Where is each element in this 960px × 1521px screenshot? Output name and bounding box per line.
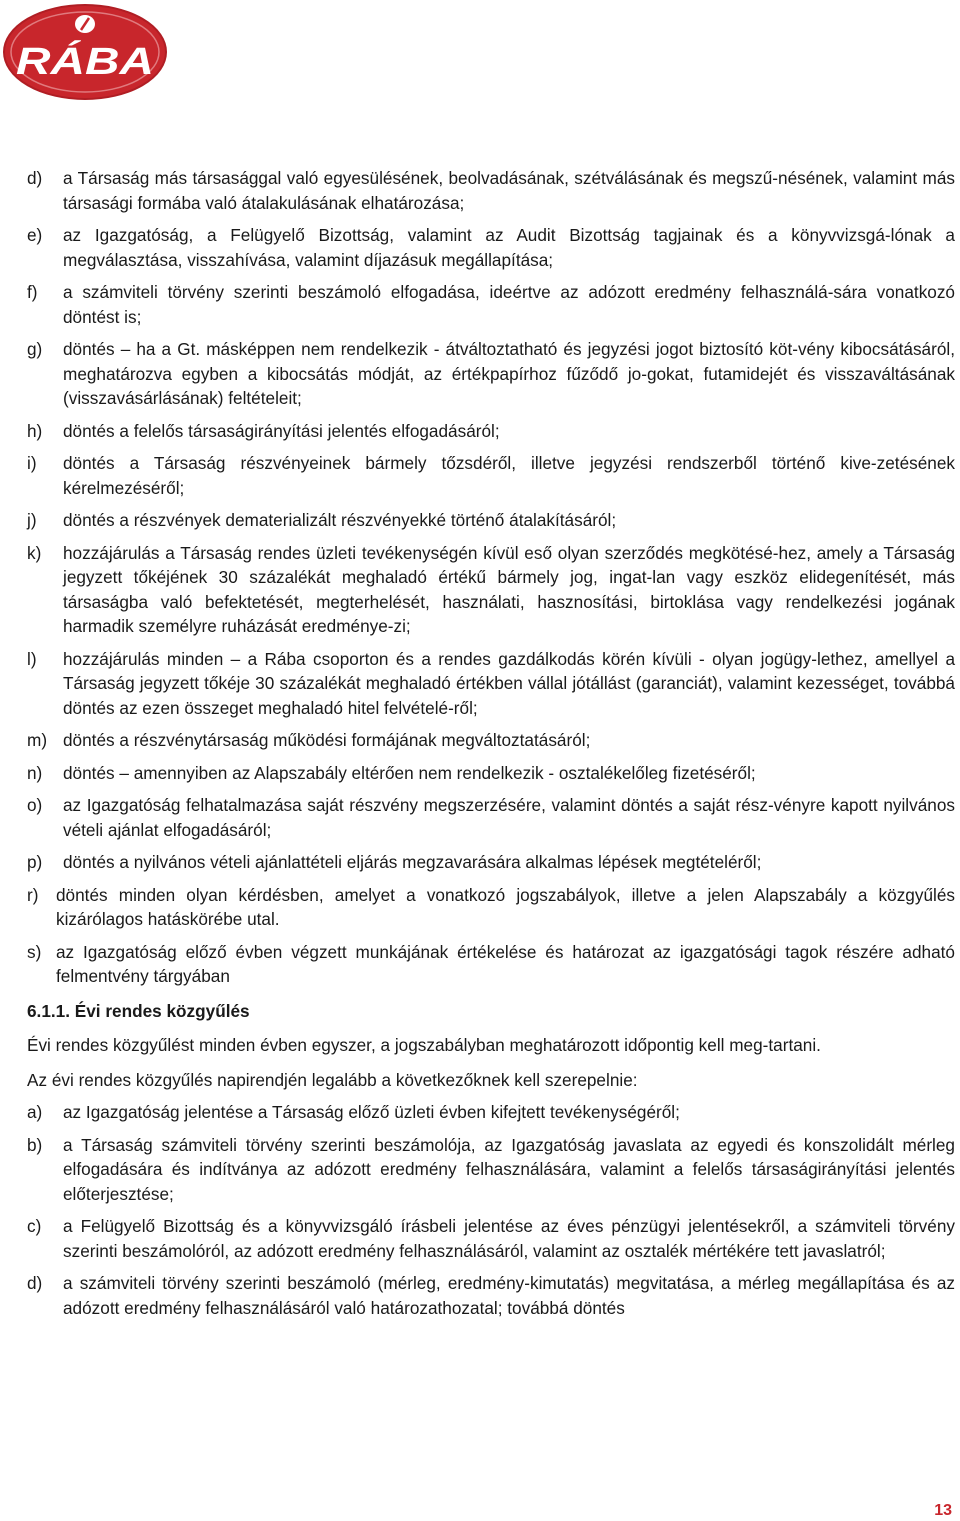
list-item <box>27 1100 955 1125</box>
list-item-text: a számviteli törvény szerinti beszámoló elfogadása, ideértve az adózott eredmény felhasználá-sára vonatkozó döntést is; <box>63 282 955 327</box>
list-item <box>27 166 955 215</box>
list-item <box>27 223 955 272</box>
list-item <box>27 1214 955 1263</box>
list-item-text: döntés a részvények dematerializált részvényekké történő átalakításáról; <box>63 510 617 530</box>
list-item <box>27 337 955 411</box>
list-item-label: l) <box>27 648 37 669</box>
list-item-label: s) <box>27 941 42 962</box>
list-item-label: d) <box>27 168 43 188</box>
list-item-text: az Igazgatóság jelentése a Társaság előző üzleti évben kifejtett tevékenységéről; <box>63 1102 680 1122</box>
list-item <box>27 940 955 989</box>
list-item-label: f) <box>27 282 38 302</box>
list-item <box>27 451 955 500</box>
document-body <box>27 166 955 1320</box>
list-item-text: a Felügyelő Bizottság és a könyvvizsgáló írásbeli jelentése az éves pénzügyi jelentésekről, a számviteli törvény szerinti beszámolóról, az adózott eredmény felhasználásáról, valamint az osztalék mértékére tett javaslatról; <box>63 1216 955 1261</box>
list-item <box>27 761 955 786</box>
list-item-text: hozzájárulás minden – a Rába csoporton és a rendes gazdálkodás körén kívüli - olyan jogügy-lethez, amellyel a Társaság jegyzett tőkéje 30 százalékát meghaladó értékben vállal jótállást (garanciát), valamint kezességet, továbbá döntés az ezen összeget meghaladó hitel felvételé-ről; <box>63 648 955 718</box>
agenda-list <box>27 1100 955 1320</box>
list-item-text: az Igazgatóság, a Felügyelő Bizottság, valamint az Audit Bizottság tagjainak és a könyvvizsgá-lónak a megválasztása, visszahívása, valamint díjazásuk megállapítása; <box>63 225 955 270</box>
list-item-text: az Igazgatóság előző évben végzett munkájának értékelése és határozat az igazgatósági tagok részére adható felmentvény tárgyában <box>56 941 955 986</box>
list-item-text: döntés a nyilvános vételi ajánlattételi eljárás megzavarására alkalmas lépések megtételéről; <box>63 852 762 872</box>
list-item-label: n) <box>27 762 43 783</box>
list-item <box>27 647 955 721</box>
list-item <box>27 883 955 932</box>
list-item <box>27 1271 955 1320</box>
logo-text: RÁBA <box>16 41 126 83</box>
raba-logo <box>2 2 168 102</box>
list-item <box>27 419 955 444</box>
list-item-label: k) <box>27 542 42 563</box>
list-item-label: g) <box>27 339 43 359</box>
list-item-label: j) <box>27 510 37 530</box>
list-item-text: döntés minden olyan kérdésben, amelyet a vonatkozó jogszabályok, illetve a jelen Alapszabály a közgyűlés kizárólagos hatáskörébe utal. <box>56 884 955 929</box>
list-item-text: döntés – ha a Gt. másképpen nem rendelkezik - átváltoztatható és jegyzési jogot biztosító köt-vény kibocsátásáról, meghatározva egyben a kibocsátás módját, az értékpapírhoz fűződő jo-gokat, futamidejét és visszaváltásának (visszavásárlásának) feltételeit; <box>63 339 955 408</box>
powers-list <box>27 166 955 989</box>
list-item-text: döntés a felelős társaságirányítási jelentés elfogadásáról; <box>63 420 500 441</box>
list-item <box>27 1133 955 1207</box>
list-item-text: hozzájárulás a Társaság rendes üzleti tevékenységén kívül eső olyan szerződés megkötésé-hez, amely a Társaság jegyzett tőkéjének 30 százalékát meghaladó értékű bármely jog, ingat-lan vagy eszköz elidegenítését, más társaságba való befektetését, megterhelését, használati, hasznosítási, birtoklása vagy rendelkezési jogának harmadik személyre ruházását eredménye-zi; <box>63 542 955 636</box>
list-item-label: p) <box>27 852 43 872</box>
list-item-text: döntés a Társaság részvényeinek bármely tőzsdéről, illetve jegyzési rendszerből történő kive-zetésének kérelmezéséről; <box>63 453 955 498</box>
section-paragraph: Évi rendes közgyűlést minden évben egyszer, a jogszabályban meghatározott időpontig kell meg-tartani. <box>27 1035 821 1055</box>
list-item-text: az Igazgatóság felhatalmazása saját részvény megszerzésére, valamint döntés a saját rész-vényre kapott nyilvános vételi ajánlat elfogadásáról; <box>63 795 955 840</box>
list-item-label: m) <box>27 730 48 750</box>
page-number: 13 <box>934 1502 952 1519</box>
list-item-label: d) <box>27 1273 43 1293</box>
list-item-label: c) <box>27 1216 42 1236</box>
list-item-text: a Társaság más társasággal való egyesülésének, beolvadásának, szétválásának és megszű-nésének, valamint más társasági formába való átalakulásának elhatározása; <box>63 168 955 213</box>
list-item-label: h) <box>27 420 43 441</box>
list-item-label: o) <box>27 795 43 815</box>
list-item-text: döntés – amennyiben az Alapszabály eltérően nem rendelkezik - osztalékelőleg fizetéséről; <box>63 762 756 783</box>
list-item <box>27 850 955 875</box>
list-item-label: r) <box>27 884 39 905</box>
list-item-text: a Társaság számviteli törvény szerinti beszámolója, az Igazgatóság javaslata az egyedi és konszolidált mérleg elfogadására és indítványa az adózott eredmény felhasználására, valamint a felelős társaságirányítási jelentés előterjesztése; <box>63 1134 955 1204</box>
section-heading: 6.1.1. Évi rendes közgyűlés <box>27 1000 250 1021</box>
list-item-label: b) <box>27 1134 43 1155</box>
list-item-label: i) <box>27 453 37 473</box>
list-item-label: a) <box>27 1102 43 1122</box>
list-item <box>27 728 955 753</box>
list-item-label: e) <box>27 225 43 245</box>
list-item <box>27 793 955 842</box>
section-paragraph: Az évi rendes közgyűlés napirendjén legalább a következőknek kell szerepelnie: <box>27 1069 638 1090</box>
list-item-text: a számviteli törvény szerinti beszámoló (mérleg, eredmény-kimutatás) megvitatása, a mérleg megállapítása és az adózott eredmény felhasználásáról való határozathozatal; továbbá döntés <box>63 1273 955 1318</box>
list-item <box>27 541 955 639</box>
list-item-text: döntés a részvénytársaság működési formájának megváltoztatásáról; <box>63 730 591 750</box>
list-item <box>27 508 955 533</box>
list-item <box>27 280 955 329</box>
